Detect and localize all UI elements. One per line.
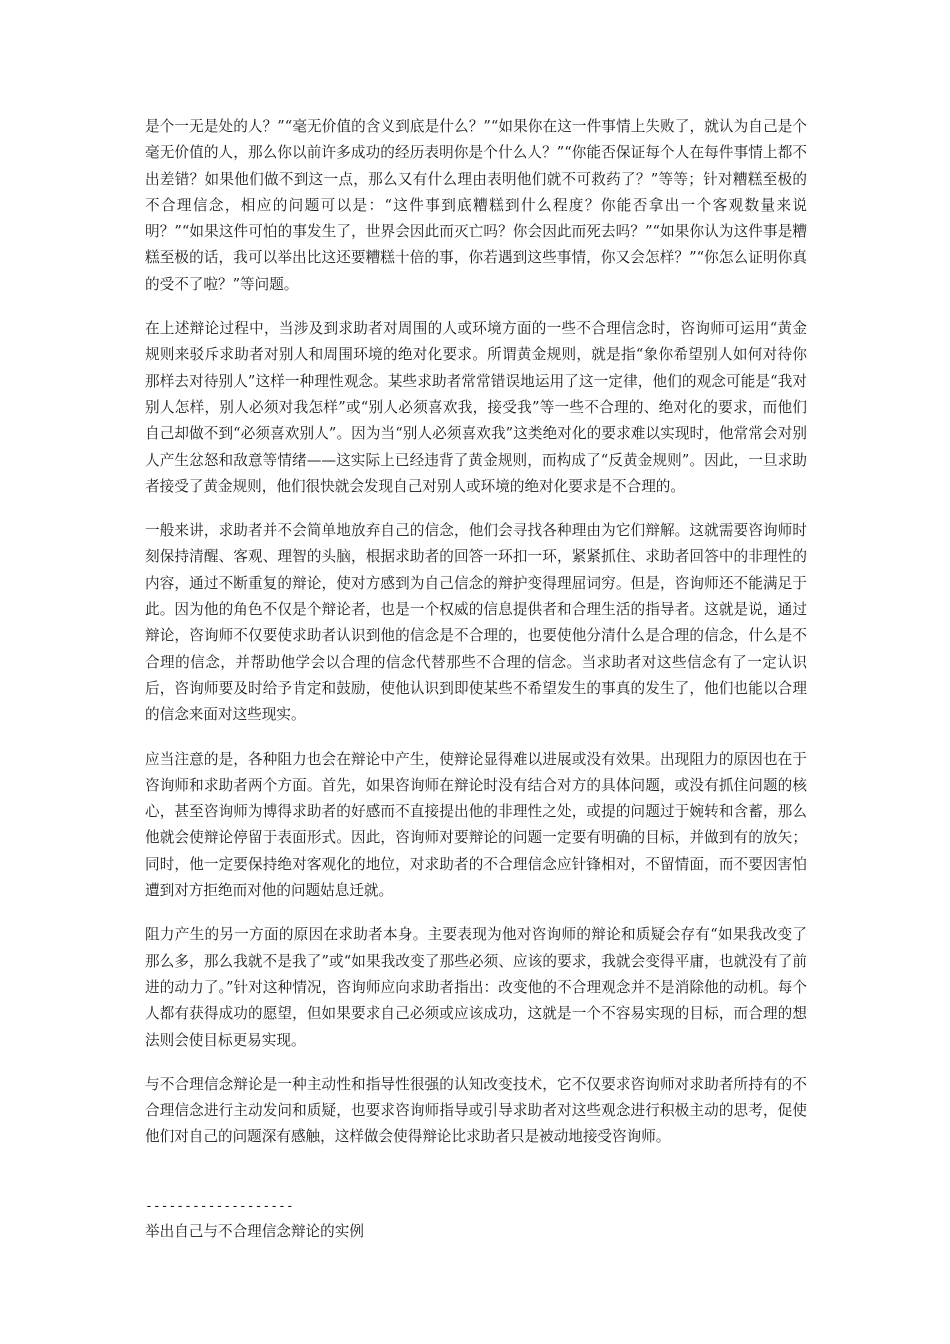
- footnote-text: 举出自己与不合理信念辩论的实例: [145, 1222, 364, 1240]
- document-page: [145, 114, 807, 1243]
- paragraph-4: 应当注意的是，各种阻力也会在辩论中产生，使辩论显得难以进展或没有效果。出现阻力的原因也在于咨询师和求助者两个方面。首先，如果咨询师在辩论时没有结合对方的具体问题，或没有抓住问题的核心，甚至咨询师为博得求助者的好感而不直接提出他的非理性之处，或提的问题过于婉转和含蓄，那么他就会使辩论停留于表面形式。因此，咨询师对要辩论的问题一定要有明确的目标，并做到有的放矢；同时，他一定要保持绝对客观化的地位，对求助者的不合理信念应针锋相对，不留情面，而不要因害怕遭到对方拒绝而对他的问题姑息迁就。: [145, 750, 807, 900]
- paragraph-5: 阻力产生的另一方面的原因在求助者本身。主要表现为他对咨询师的辩论和质疑会存有“如果我改变了那么多，那么我就不是我了”或“如果我改变了那些必须、应该的要求，我就会变得平庸，也就没有了前进的动力了。”针对这种情况，咨询师应向求助者指出：改变他的不合理观念并不是消除他的动机。每个人都有获得成功的愿望，但如果要求自己必须或应该成功，这就是一个不容易实现的目标，而合理的想法则会使目标更易实现。: [145, 926, 807, 1049]
- separator-line: -------------------: [145, 1198, 294, 1214]
- paragraph-6: 与不合理信念辩论是一种主动性和指导性很强的认知改变技术，它不仅要求咨询师对求助者所持有的不合理信念进行主动发问和质疑，也要求咨询师指导或引导求助者对这些观念进行积极主动的思考，促使他们对自己的问题深有感触，这样做会使得辩论比求助者只是被动地接受咨询师。: [145, 1075, 807, 1146]
- paragraph-1: 是个一无是处的人？”“毫无价值的含义到底是什么？”“如果你在这一件事情上失败了，就认为自己是个毫无价值的人，那么你以前许多成功的经历表明你是个什么人？”“你能否保证每个人在每件事情上都不出差错？如果他们做不到这一点，那么又有什么理由表明他们就不可救药了？”等等；针对糟糕至极的不合理信念，相应的问题可以是：“这件事到底糟糕到什么程度？你能否拿出一个客观数量来说明？”“如果这件可怕的事发生了，世界会因此而灭亡吗？你会因此而死去吗？”“如果你认为这件事是糟糕至极的话，我可以举出比这还要糟糕十倍的事，你若遇到这些事情，你又会怎样？”“你怎么证明你真的受不了啦？”等问题。: [145, 118, 807, 293]
- paragraph-3: 一般来讲，求助者并不会简单地放弃自己的信念，他们会寻找各种理由为它们辩解。这就需要咨询师时刻保持清醒、客观、理智的头脑，根据求助者的回答一环扣一环，紧紧抓住、求助者回答中的非理性的内容，通过不断重复的辩论，使对方感到为自己信念的辩护变得理屈词穷。但是，咨询师还不能满足于此。因为他的角色不仅是个辩论者，也是一个权威的信息提供者和合理生活的指导者。这就是说，通过辩论，咨询师不仅要使求助者认识到他的信念是不合理的，也要使他分清什么是合理的信念，什么是不合理的信念，并帮助他学会以合理的信念代替那些不合理的信念。当求助者对这些信念有了一定认识后，咨询师要及时给予肯定和鼓励，使他认识到即使某些不希望发生的事真的发生了，他们也能以合理的信念来面对这些现实。: [145, 522, 807, 724]
- paragraph-2: 在上述辩论过程中，当涉及到求助者对周围的人或环境方面的一些不合理信念时，咨询师可运用“黄金规则来驳斥求助者对别人和周围环境的绝对化要求。所谓黄金规则，就是指“象你希望别人如何对待你那样去对待别人”这样一种理性观念。某些求助者常常错误地运用了这一定律，他们的观念可能是“我对别人怎样，别人必须对我怎样”或“别人必须喜欢我，接受我”等一些不合理的、绝对化的要求，而他们自己却做不到“必须喜欢别人”。因为当“别人必须喜欢我”这类绝对化的要求难以实现时，他常常会对别人产生忿怒和敌意等情绪——这实际上已经违背了黄金规则，而构成了“反黄金规则”。因此，一旦求助者接受了黄金规则，他们很快就会发现自己对别人或环境的绝对化要求是不合理的。: [145, 320, 807, 495]
